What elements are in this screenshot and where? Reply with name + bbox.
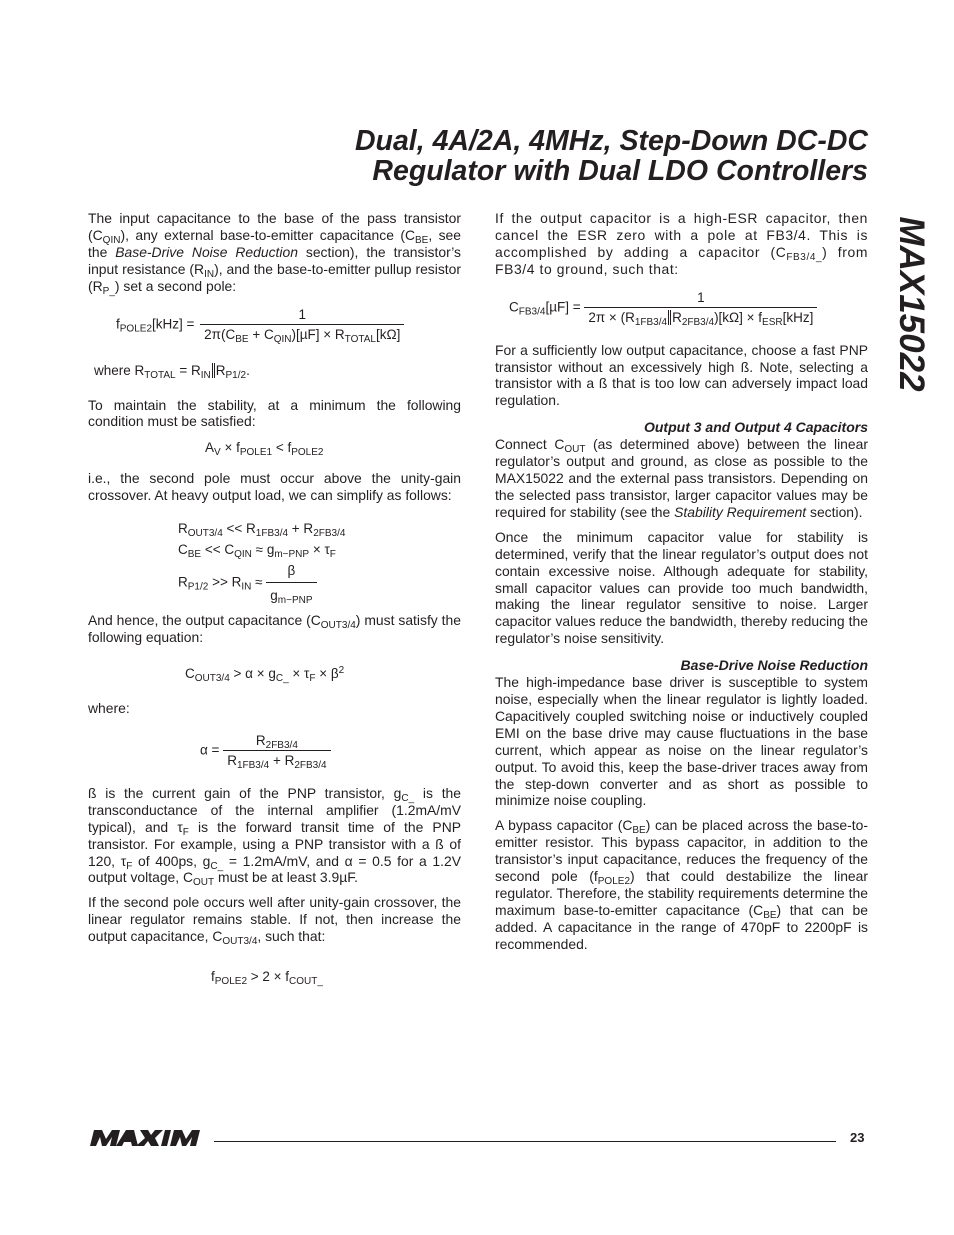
paragraph: ß is the current gain of the PNP transistor, $g_{C\_}$ is the transconductance of the internal amplifier (1.2mA/mV typical), and $\tau_F$ is the forward transit time of the PNP transistor. For example, using a PNP transistor with a ß of 120, $\tau_F$ of 400ps, $g_{C\_} = 1.2mA/mV$, and α = 0.5 for a 1.2V output voltage, $C_{OUT}$ must be at least 3.9µF. xyxy=(88,784,462,889)
paragraph: For a sufficiently low output capacitance, choose a fast PNP transistor without an excessively high ß. Note, selecting a transistor with a ß that is too low can adversely impact load regulation. xyxy=(495,341,868,409)
paragraph: where: xyxy=(88,699,130,716)
equation-alpha: α = $\frac{R_{2FB3/4}}{R_{1FB3/4} + R_{2FB3/4}}$ xyxy=(200,733,461,769)
paragraph: If the output capacitor is a high-ESR capacitor, then cancel the ESR zero with a pole at FB3/4. This is accomplished by adding a capacitor $(C_{FB3/4\_})$ from FB3/4 to ground, such that: xyxy=(495,210,868,277)
footer-rule xyxy=(214,1141,836,1142)
equation-stability: $A_V \times f_{POLE1} < f_{POLE2}$ xyxy=(205,440,324,459)
paragraph: The high-impedance base driver is susceptible to system noise, especially when the linear regulator is lightly loaded. Capacitively coupled switching noise or inductively coupled EMI on the base drive may cause fluctuations in the base current, which appear as noise on the linear regulator’s output. To avoid this, keep the base-driver traces away from the step-down converter and as short as possible to minimize noise coupling. xyxy=(495,674,868,809)
page-title xyxy=(355,126,868,186)
equation-fpole2: $f_{POLE2}[kHz]$ = $\frac{1}{2\pi(C_{BE} + C_{QIN})[\mu F] \times R_{TOTAL}[k\Omega]}$ xyxy=(116,307,461,343)
maxim-logo xyxy=(88,1128,200,1153)
paragraph: If the second pole occurs well after unity-gain crossover, the linear regulator remains stable. If not, then increase the output capacitance, $C_{OUT3/4}$, such that: xyxy=(88,894,461,948)
paragraph: Connect $C_{OUT}$ (as determined above) between the linear regulator’s output and ground, as close as possible to the MAX15022 and the external pass transistors. Depending on the selected pass transistor, larger capacitor values may be required for stability (see the Stability Requirement section). xyxy=(495,436,868,520)
equation-simplify: $R_{OUT3/4} << R_{1FB3/4} + R_{2FB3/4}$ $C_{BE} << C_{QIN} \approx g_{m-PNP} \times \tau_F$ $R_{P1/2} >> R_{IN}$ ≈ $\frac{\beta}{g_{m-PNP}}$ xyxy=(178,521,346,607)
side-part-number: MAX15022 xyxy=(892,216,931,392)
right-column xyxy=(495,210,868,961)
page-number: 23 xyxy=(850,1130,865,1145)
paragraph: To maintain the stability, at a minimum the following condition must be satisfied: xyxy=(88,396,461,430)
title-line-1: Dual, 4A/2A, 4MHz, Step-Down DC-DC xyxy=(354,125,868,157)
paragraph: And hence, the output capacitance $(C_{OUT3/4})$ must satisfy the following equation: xyxy=(88,612,461,646)
left-column xyxy=(88,210,462,988)
paragraph: i.e., the second pole must occur above the unity-gain crossover. At heavy output load, we can simplify as follows: xyxy=(88,470,461,504)
equation-fpole2-condition: $f_{POLE2} > 2 \times f_{COUT\_}$ xyxy=(211,969,323,988)
section-heading: Base-Drive Noise Reduction xyxy=(680,657,868,674)
section-heading: Output 3 and Output 4 Capacitors xyxy=(643,419,868,436)
equation-rtotal: where $R_{TOTAL} = R_{IN}$ $R_{P1/2}$. xyxy=(94,362,250,381)
paragraph: The input capacitance to the base of the pass transistor $(C_{QIN})$, any external base-to-emitter capacitance ($C_{BE}$, see the Base-Drive Noise Reduction section), the transistor’s input resistance $(R_{IN})$, and the base-to-emitter pullup resistor $(R_{P\_})$ set a second pole: xyxy=(88,210,462,297)
paragraph: A bypass capacitor $(C_{BE})$ can be placed across the base-to-emitter resistor. This bypass capacitor, in addition to the transistor’s input capacitance, reduces the frequency of the second pole $(f_{POLE2})$ that could destabilize the linear regulator. Therefore, the stability requirements determine the maximum base-to-emitter capacitance $(C_{BE})$ that can be added. A capacitance in the range of 470pF to 2200pF is recommended. xyxy=(495,817,868,952)
title-line-2: Regulator with Dual LDO Controllers xyxy=(372,155,868,187)
equation-cfb: $C_{FB3/4}[\mu F]$ = $\frac{1}{2\pi \times (R_{1FB3/4} R_{2FB3/4})[k\Omega] \times f_{ESR}[kHz]}$ xyxy=(509,290,868,326)
equation-cout: $C_{OUT3/4} > \alpha \times g_{C\_} \times \tau_F \times \beta^2$ xyxy=(185,664,345,684)
paragraph: Once the minimum capacitor value for stability is determined, verify that the linear regulator’s output does not contain excessive noise. Although adequate for stability, small capacitor values can provide too much bandwidth, making the linear regulator sensitive to noise. Larger capacitor values reduce the bandwidth, thereby reducing the regulator’s noise sensitivity. xyxy=(495,528,868,647)
